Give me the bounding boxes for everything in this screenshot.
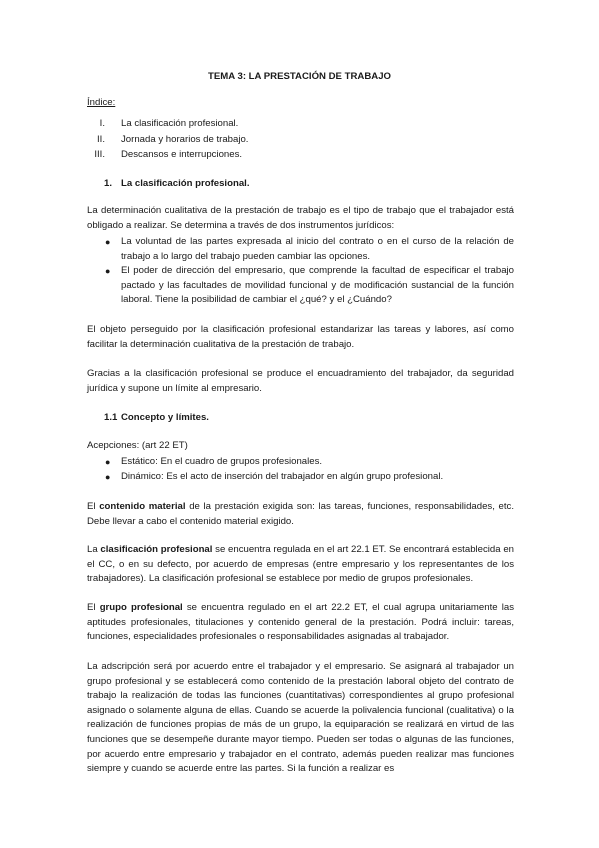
section-heading-1-1 bbox=[104, 411, 209, 426]
bullet-item bbox=[104, 235, 514, 264]
section-title: La clasificación profesional. bbox=[121, 178, 250, 189]
acepciones-label: Acepciones: (art 22 ET) bbox=[87, 440, 188, 451]
text-run: El bbox=[87, 501, 100, 512]
bold-term: contenido material bbox=[99, 501, 186, 512]
bullet-list bbox=[104, 455, 514, 484]
paragraph bbox=[87, 500, 514, 529]
section-heading-1 bbox=[104, 177, 250, 192]
paragraph: El objeto perseguido por la clasificación profesional estandarizar las tareas y labores, así como facilitar la determinación cualitativa de la prestación de trabajo. bbox=[87, 324, 514, 350]
index-text: Descansos e interrupciones. bbox=[121, 149, 243, 160]
bullet-text: El poder de dirección del empresario, que comprende la facultad de especificar el trabajo pactado y las facultades de movilidad funcional y de modificación sustancial de la función laboral. Tiene la posibilidad de cambiar el ¿qué? y el ¿Cuándo? bbox=[121, 265, 514, 306]
paragraph bbox=[87, 543, 514, 587]
index-text: Jornada y horarios de trabajo. bbox=[121, 133, 249, 145]
section-title: Concepto y límites. bbox=[121, 412, 209, 423]
paragraph: Gracias a la clasificación profesional se produce el encuadramiento del trabajador, da seguridad jurídica y supone un límite al empresario. bbox=[87, 368, 514, 394]
index-number: I. bbox=[99, 118, 105, 129]
index-text: La clasificación profesional. bbox=[121, 118, 239, 129]
text-run: se encuentra regulado en el art 22.2 ET, el cual agrupa unitariamente las aptitudes profesionales, titulaciones y contenido general de la prestación. Podrá incluir: tareas, funciones, especialidades profesionales o responsabilidades asignadas al trabajador. bbox=[87, 602, 514, 643]
paragraph: La determinación cualitativa de la prestación de trabajo es el tipo de trabajo que el trabajador está obligado a realizar. Se determina a través de dos instrumentos jurídicos: bbox=[87, 205, 514, 231]
section-number: 1.1 bbox=[104, 412, 118, 423]
index-item bbox=[87, 117, 248, 133]
bullet-text: Dinámico: Es el acto de inserción del trabajador en algún grupo profesional. bbox=[121, 470, 444, 482]
section-number: 1. bbox=[104, 178, 113, 189]
paragraph: La adscripción será por acuerdo entre el trabajador y el empresario. Se asignará al trabajador un grupo profesional y se establecerá como contenido de la prestación laboral objeto del contrato de trabajo la realización de todas las funciones (cuantitativas) correspondientes al grupo profesional asignado o solamente alguna de ellas. Cuando se acuerde la polivalencia funcional (cualitativa) o la realización de funciones propias de más de un grupo, la equiparación se realizará en virtud de las funciones que se desempeñe durante mayor tiempo. Pueden ser todas o algunas de las funciones, por acuerdo entre empresario y trabajador en el contrato, además pueden realizar mas funciones siempre y cuando se acuerde entre las partes. Si la función a realizar es bbox=[87, 661, 514, 775]
text-run: se encuentra regulada en el art 22.1 ET. Se encontrará establecida en el CC, o en su defecto, por acuerdo de empresas (entre empresario y los representantes de los trabajadores). La clasificación profesional se establece por medio de grupos profesionales. bbox=[87, 544, 514, 585]
index-number: II. bbox=[97, 133, 105, 145]
index-item bbox=[87, 133, 248, 149]
document-title: TEMA 3: LA PRESTACIÓN DE TRABAJO bbox=[208, 71, 391, 82]
index-number: III. bbox=[94, 149, 105, 160]
text-run: La bbox=[87, 544, 101, 555]
bullet-icon: ● bbox=[105, 471, 111, 482]
index-label: Índice: bbox=[87, 97, 116, 108]
bullet-icon: ● bbox=[105, 266, 111, 277]
bold-term: grupo profesional bbox=[99, 602, 183, 613]
index-list bbox=[87, 117, 248, 164]
bullet-item bbox=[104, 470, 514, 485]
text-run: de la prestación exigida son: las tareas, funciones, responsabilidades, etc. Debe llevar a cabo el contenido material exigido. bbox=[87, 501, 515, 527]
bullet-list bbox=[104, 235, 514, 308]
index-item bbox=[87, 148, 248, 164]
text-run: El bbox=[87, 602, 100, 613]
paragraph bbox=[87, 601, 514, 645]
bullet-text: La voluntad de las partes expresada al inicio del contrato o en el curso de la relación de trabajo a lo largo del trabajo pueden cambiar las opciones. bbox=[121, 236, 514, 262]
bullet-text: Estático: En el cuadro de grupos profesionales. bbox=[121, 456, 323, 467]
bold-term: clasificación profesional bbox=[100, 544, 213, 555]
bullet-item bbox=[104, 264, 514, 308]
bullet-icon: ● bbox=[105, 237, 111, 247]
bullet-item bbox=[104, 455, 514, 470]
bullet-icon: ● bbox=[105, 457, 111, 467]
